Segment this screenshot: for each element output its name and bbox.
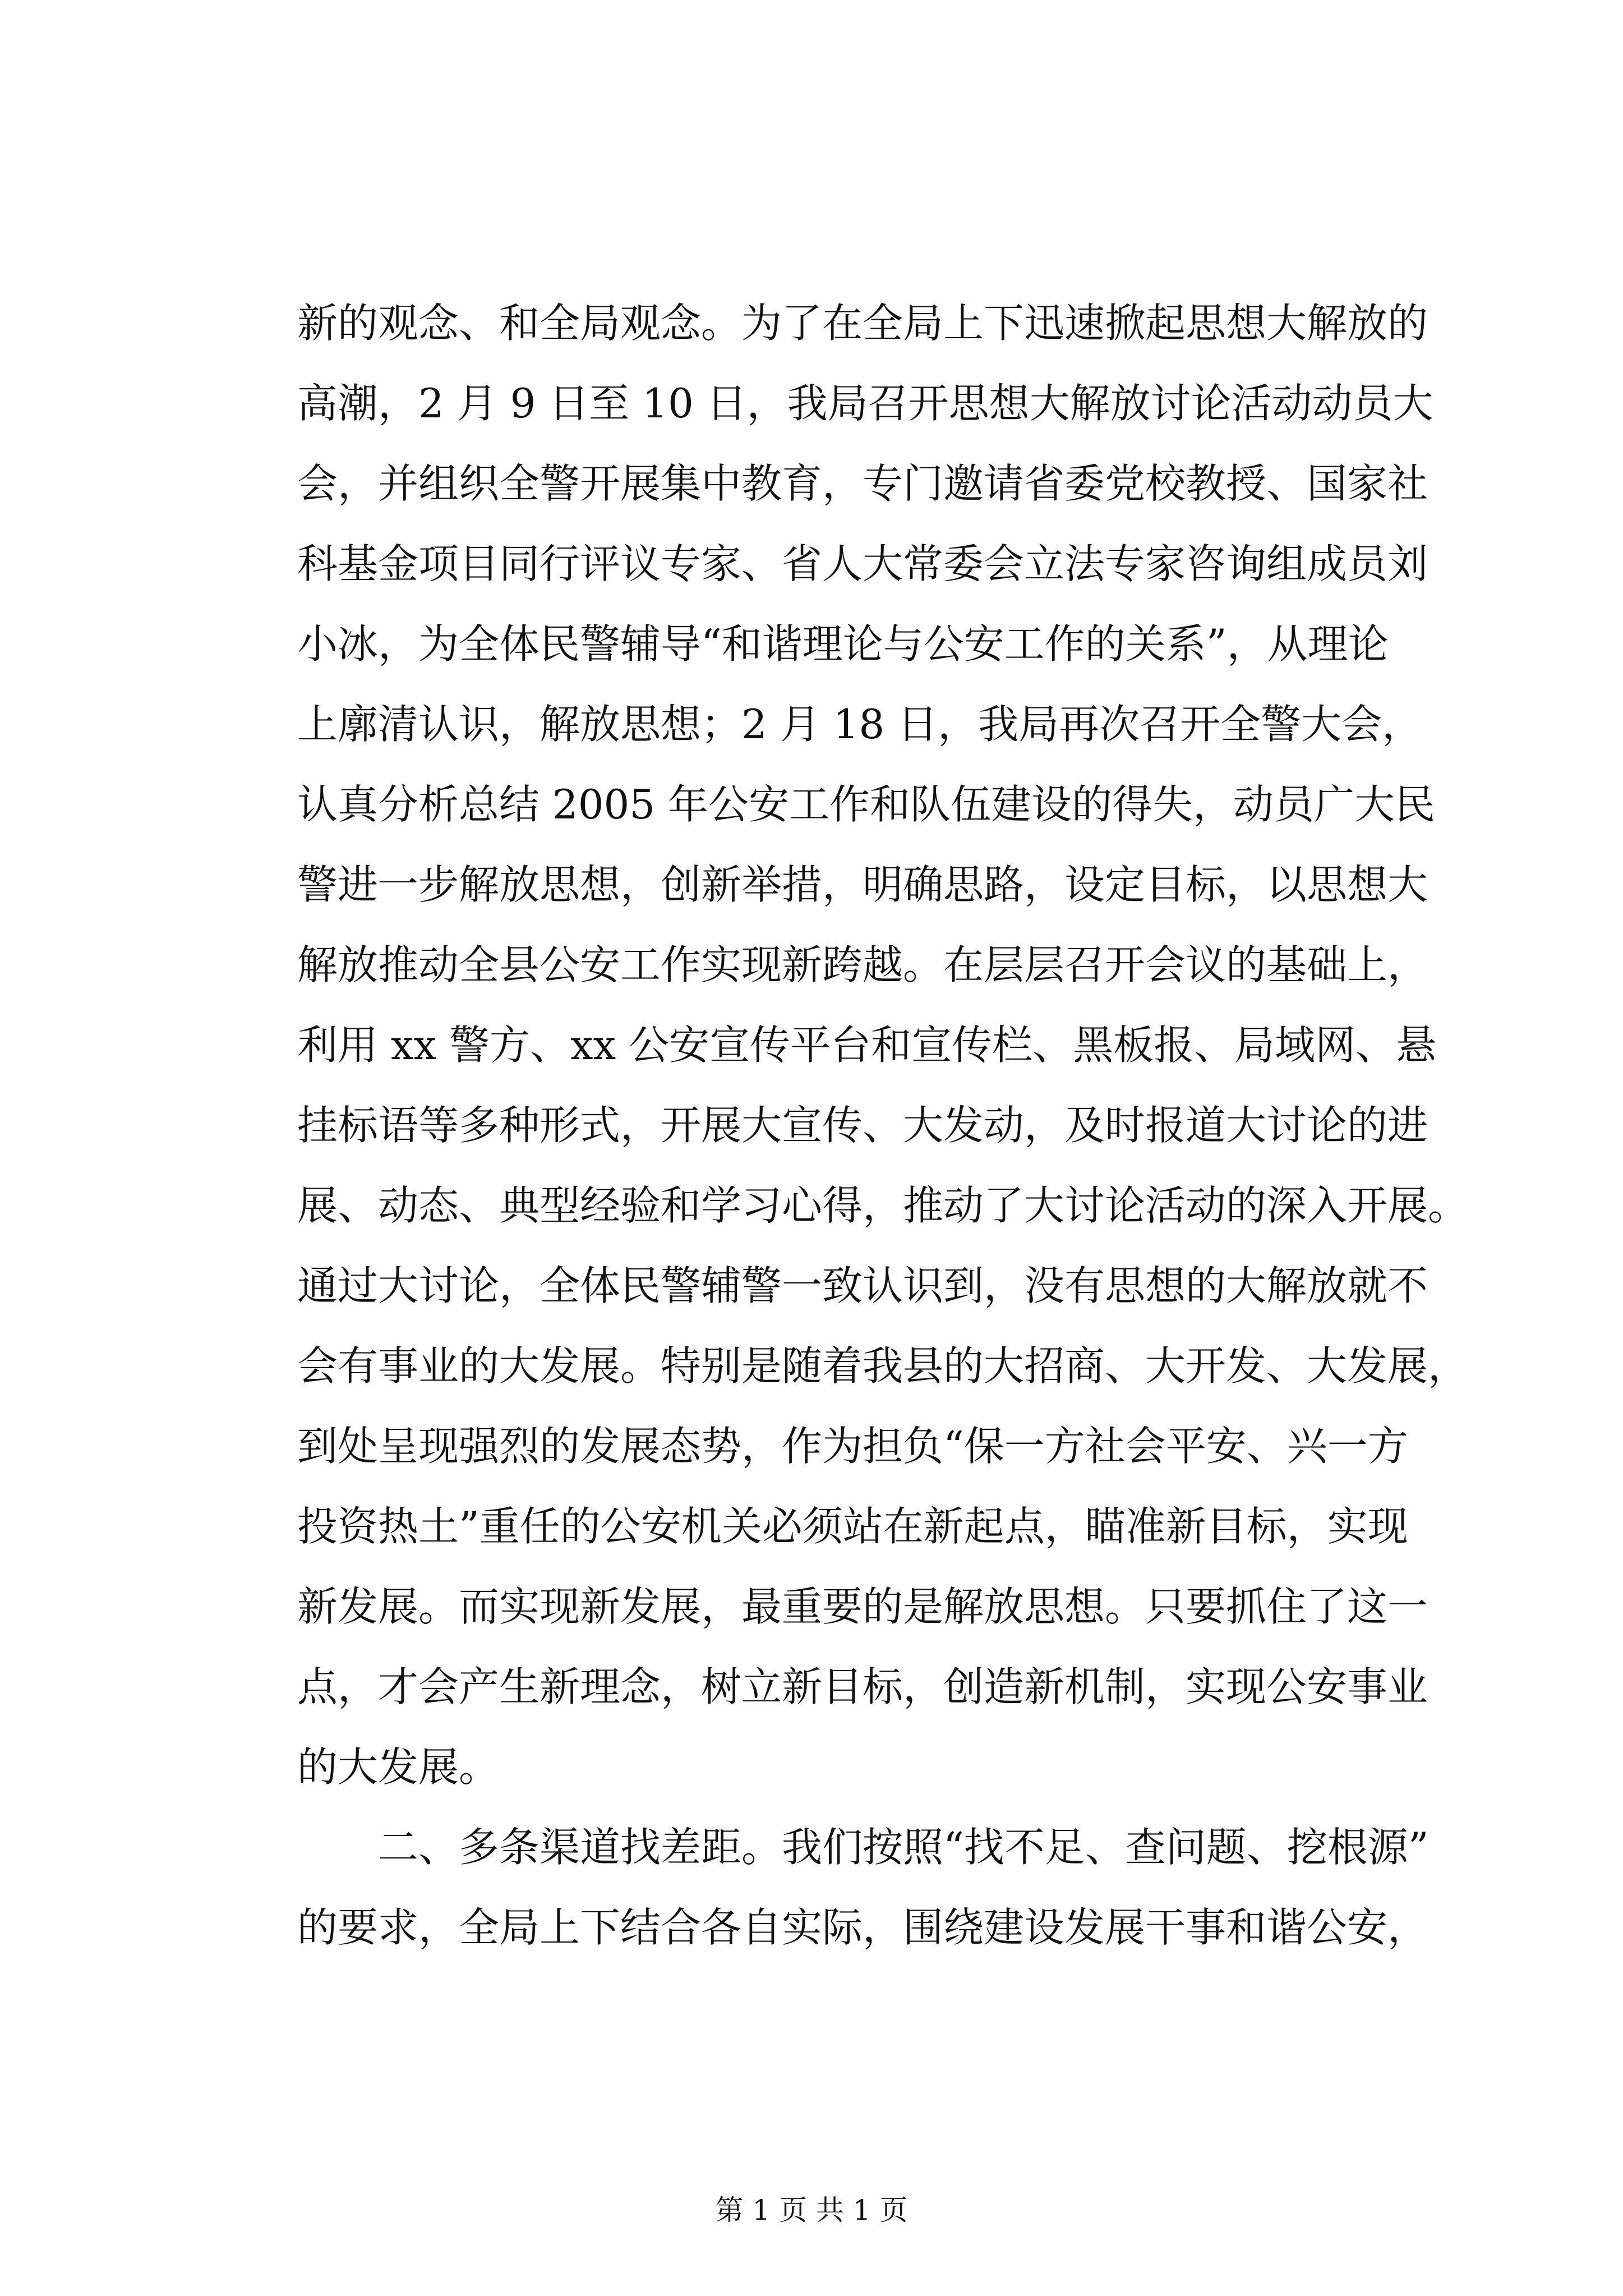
body-text — [297, 283, 1469, 1968]
text-line: 投资热土”重任的公安机关必须站在新起点，瞄准新目标，实现 — [297, 1503, 1408, 1550]
page-footer: 第 1 页 共 1 页 — [715, 2194, 908, 2226]
text-line: 通过大讨论，全体民警辅警一致认识到，没有思想的大解放就不 — [297, 1262, 1428, 1309]
text-line: 点，才会产生新理念，树立新目标，创造新机制，实现公安事业 — [297, 1663, 1428, 1710]
text-line: 利用 xx 警方、xx 公安宣传平台和宣传栏、黑板报、局域网、悬 — [297, 1022, 1437, 1069]
text-line: 认真分析总结 2005 年公安工作和队伍建设的得失，动员广大民 — [297, 781, 1436, 828]
text-line: 上廓清认识，解放思想；2 月 18 日，我局再次召开全警大会， — [297, 701, 1423, 748]
text-line: 解放推动全县公安工作实现新跨越。在层层召开会议的基础上， — [297, 941, 1428, 988]
text-line: 的大发展。 — [297, 1743, 500, 1791]
text-line: 新发展。而实现新发展，最重要的是解放思想。只要抓住了这一 — [297, 1583, 1428, 1630]
text-line: 的要求，全局上下结合各自实际，围绕建设发展干事和谐公安， — [297, 1904, 1428, 1951]
text-line: 新的观念、和全局观念。为了在全局上下迅速掀起思想大解放的 — [297, 300, 1428, 347]
text-line: 会有事业的大发展。特别是随着我县的大招商、大开发、大发展， — [297, 1342, 1469, 1389]
text-line: 小冰，为全体民警辅导“和谐理论与公安工作的关系”，从理论 — [297, 620, 1389, 668]
text-line: 到处呈现强烈的发展态势，作为担负“保一方社会平安、兴一方 — [297, 1423, 1408, 1470]
text-line: 高潮，2 月 9 日至 10 日，我局召开思想大解放讨论活动动员大 — [297, 380, 1433, 427]
text-line: 挂标语等多种形式，开展大宣传、大发动，及时报道大讨论的进 — [297, 1102, 1428, 1149]
text-line: 展、动态、典型经验和学习心得，推动了大讨论活动的深入开展。 — [297, 1182, 1469, 1229]
text-line: 科基金项目同行评议专家、省人大常委会立法专家咨询组成员刘 — [297, 540, 1428, 587]
text-line: 会，并组织全警开展集中教育，专门邀请省委党校教授、国家社 — [297, 460, 1428, 507]
paragraph-start-line: 二、多条渠道找差距。我们按照“找不足、查问题、挖根源” — [378, 1824, 1429, 1871]
text-line: 警进一步解放思想，创新举措，明确思路，设定目标，以思想大 — [297, 861, 1428, 908]
